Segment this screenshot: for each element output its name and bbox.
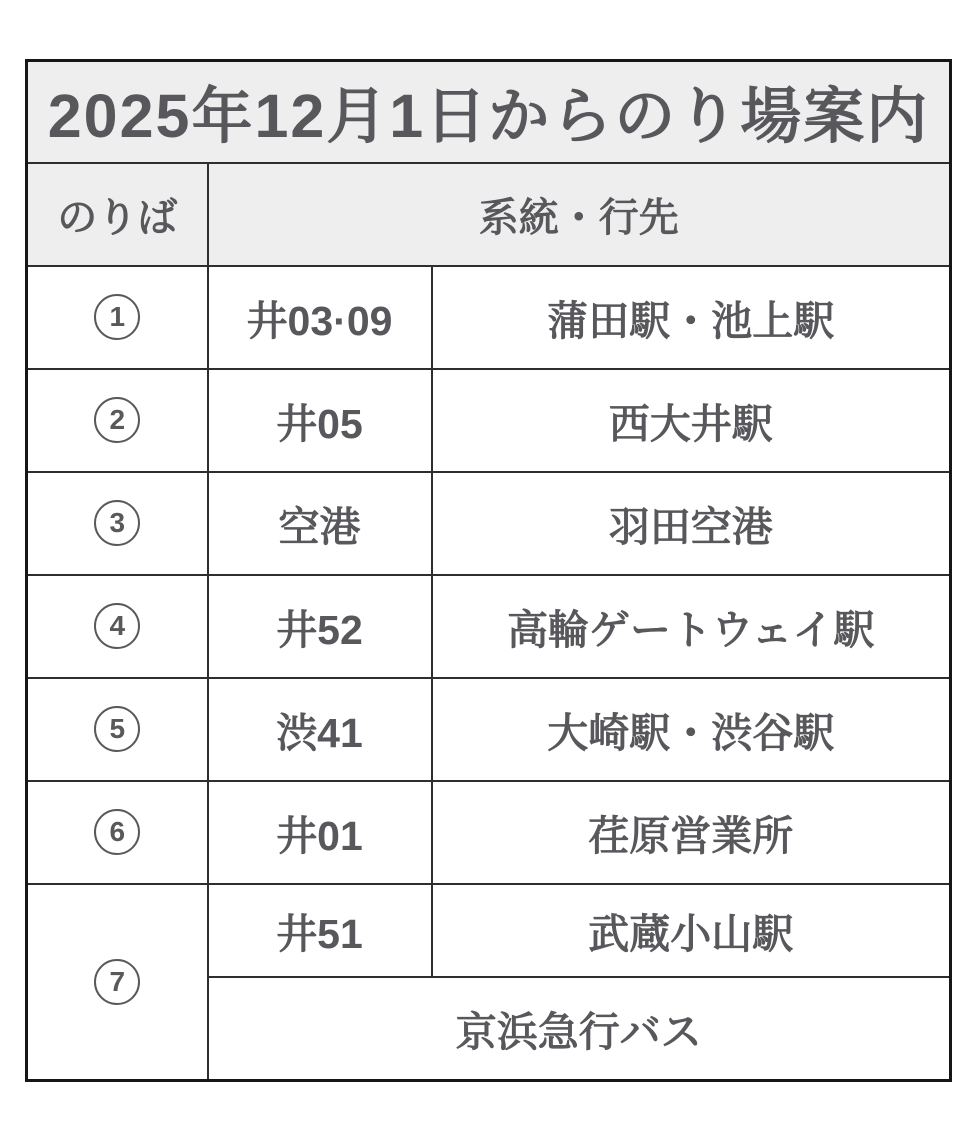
circled-number-4 [94, 603, 140, 649]
circled-number-7 [94, 959, 140, 1005]
destination-cell: 西大井駅 [432, 369, 951, 472]
platform-cell [27, 369, 208, 472]
platform-number: 3 [109, 507, 126, 538]
destination-cell: 蒲田駅・池上駅 [432, 266, 951, 369]
platform-cell [27, 884, 208, 1081]
destination-cell: 荏原営業所 [432, 781, 951, 884]
bus-platform-guide-table [25, 59, 952, 1082]
platform-row-1 [27, 266, 951, 369]
platform-cell [27, 781, 208, 884]
circled-number-2 [94, 397, 140, 443]
platform-number: 6 [109, 816, 126, 847]
circled-number-6 [94, 809, 140, 855]
platform-cell [27, 472, 208, 575]
header-route-destination: 系統・行先 [208, 163, 951, 266]
header-platform: のりば [27, 163, 208, 266]
platform-number: 7 [109, 965, 126, 997]
platform-number: 5 [109, 713, 126, 744]
route-cell: 渋41 [208, 678, 432, 781]
platform-number: 1 [109, 301, 126, 332]
platform-number: 4 [109, 610, 126, 641]
platform-cell [27, 678, 208, 781]
route-cell: 井01 [208, 781, 432, 884]
guide-title: 2025年12月1日からのり場案内 [27, 61, 951, 163]
route-cell: 井52 [208, 575, 432, 678]
platform-cell [27, 266, 208, 369]
header-row [27, 163, 951, 266]
destination-cell: 武蔵小山駅 [432, 884, 951, 977]
destination-cell: 羽田空港 [432, 472, 951, 575]
platform-row-3 [27, 472, 951, 575]
route-cell: 空港 [208, 472, 432, 575]
platform-row-2 [27, 369, 951, 472]
operator-cell: 京浜急行バス [208, 977, 951, 1081]
circled-number-5 [94, 706, 140, 752]
route-cell: 井51 [208, 884, 432, 977]
route-cell: 井03·09 [208, 266, 432, 369]
platform-row-4 [27, 575, 951, 678]
platform-row-5 [27, 678, 951, 781]
destination-cell: 高輪ゲートウェイ駅 [432, 575, 951, 678]
circled-number-3 [94, 500, 140, 546]
platform-cell [27, 575, 208, 678]
title-row [27, 61, 951, 163]
platform-row-7 [27, 884, 951, 977]
destination-cell: 大崎駅・渋谷駅 [432, 678, 951, 781]
circled-number-1 [94, 294, 140, 340]
route-cell: 井05 [208, 369, 432, 472]
platform-row-6 [27, 781, 951, 884]
platform-number: 2 [109, 404, 126, 435]
